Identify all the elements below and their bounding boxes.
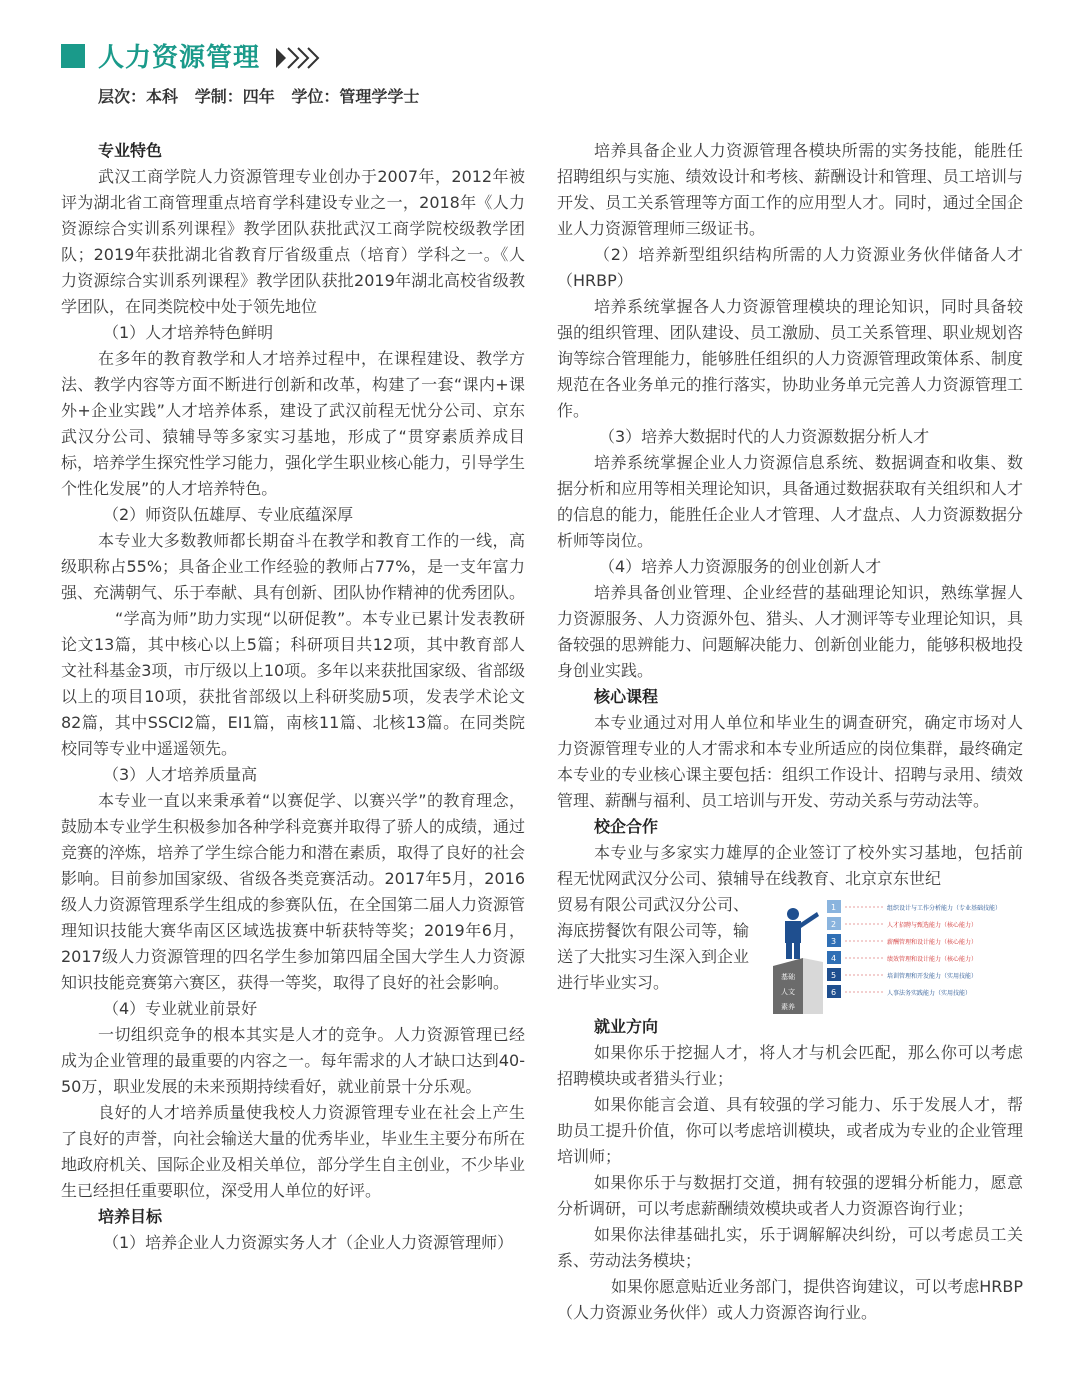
cooperation-text: 贸易有限公司武汉分公司、海底捞餐饮有限公司等，输送了大批实习生深入到企业进行毕业实习。 bbox=[557, 895, 750, 992]
paragraph: 如果你乐于挖掘人才，将人才与机会匹配，那么你可以考虑招聘模块或者猎头行业； bbox=[557, 1043, 1023, 1088]
program-meta: 层次：本科 学制：四年 学位：管理学学士 bbox=[98, 87, 420, 106]
pedestal-side bbox=[803, 958, 823, 1014]
right-column-top bbox=[557, 138, 1023, 892]
paragraph: 如果你能言会道、具有较强的学习能力、乐于发展人才，帮助员工提升价值，你可以考虑培训模块，或者成为专业的企业管理培训师； bbox=[557, 1095, 1023, 1166]
person-silhouette-icon bbox=[785, 908, 819, 959]
subsection-heading: （4）专业就业前景好 bbox=[103, 999, 258, 1018]
paragraph: “学高为师”助力实现“以研促教”。本专业已累计发表教研论文13篇，其中核心以上5篇；科研项目共12项，其中教育部人文社科基金3项，市厅级以上10项。多年以来获批国家级、省部级以上的项目10项，获批省部级以上科研奖励5项，发表学术论文82篇，其中SSCI2篇，EI1篇，南核11篇、北核13篇。在同类院校同等专业中遥遥领先。 bbox=[61, 609, 525, 758]
step-number: 2 bbox=[831, 920, 837, 929]
step-number: 6 bbox=[831, 988, 837, 997]
step-number: 3 bbox=[831, 937, 837, 946]
paragraph: 良好的人才培养质量使我校人力资源管理专业在社会上产生了良好的声誉，向社会输送大量的优秀毕业，毕业生主要分布所在地政府机关、国际企业及相关单位，部分学生自主创业，不少毕业生已经担任重要职位，深受用人单位的好评。 bbox=[61, 1103, 526, 1200]
subsection-heading: （2）师资队伍雄厚、专业底蕴深厚 bbox=[103, 505, 354, 524]
paragraph: 在多年的教育教学和人才培养过程中，在课程建设、教学方法、教学内容等方面不断进行创新和改革，构建了一套“课内+课外+企业实践”人才培养体系，建设了武汉前程无忧分公司、京东武汉分公司、猿辅导等多家实习基地，形成了“贯穿素质养成目标，培养学生探究性学习能力，强化学生职业核心能力，引导学生个性化发展”的人才培养特色。 bbox=[61, 349, 526, 498]
step-number: 4 bbox=[831, 954, 837, 963]
step-label: 人事法务实践能力（实用技能） bbox=[887, 990, 972, 997]
step-label: 培训管理和开发能力（实用技能） bbox=[887, 973, 978, 980]
paragraph: （2）培养新型组织结构所需的人力资源业务伙伴储备人才（HRBP） bbox=[557, 245, 1023, 290]
paragraph: 如果你法律基础扎实，乐于调解解决纠纷，可以考虑员工关系、劳动法务模块； bbox=[557, 1225, 1023, 1270]
paragraph: 本专业一直以来秉承着“以赛促学、以赛兴学”的教育理念，鼓励本专业学生积极参加各种学科竞赛并取得了骄人的成绩，通过竞赛的淬炼，培养了学生综合能力和潜在素质，取得了良好的社会影响。目前参加国家级、省级各类竞赛活动。2017年5月，2016级人力资源管理系学生组成的参赛队伍，在全国第二届人力资源管理知识技能大赛华南区区域选拔赛中斩获特等奖；2019年6月，2017级人力资源管理的四名学生参加第四届全国大学生人力资源知识技能竞赛第六赛区，获得一等奖，取得了良好的社会影响。 bbox=[61, 791, 526, 992]
paragraph: 如果你乐于与数据打交道，拥有较强的逻辑分析能力，愿意分析调研，可以考虑薪酬绩效模块或者人力资源咨询行业； bbox=[557, 1173, 1023, 1218]
paragraph: 培养系统掌握企业人力资源信息系统、数据调查和收集、数据分析和应用等相关理论知识，具备通过数据获取有关组织和人才的信息的能力，能胜任企业人才管理、人才盘点、人力资源数据分析师等岗位。 bbox=[557, 453, 1023, 550]
base-label-1: 基础 bbox=[781, 973, 795, 981]
paragraph: 本专业大多数教师都长期奋斗在教学和教育工作的一线，高级职称占55%；具备企业工作经验的教师占77%，是一支年富力强、充满朝气、乐于奉献、具有创新、团队协作精神的优秀团队。 bbox=[61, 531, 526, 602]
section-heading: 培养目标 bbox=[98, 1207, 163, 1226]
step-label: 人才招聘与甄选能力（核心能力） bbox=[887, 922, 978, 929]
section-heading: 专业特色 bbox=[98, 141, 163, 160]
capability-staircase-diagram bbox=[765, 896, 1023, 1014]
right-column bbox=[557, 138, 1023, 1326]
subsection-heading: （1）培养企业人力资源实务人才（企业人力资源管理师） bbox=[103, 1233, 514, 1252]
cooperation-block bbox=[557, 892, 1023, 1014]
step-label: 薪酬管理和设计能力（核心能力） bbox=[887, 939, 978, 946]
section-heading: 核心课程 bbox=[594, 687, 659, 706]
subsection-heading: （1）人才培养特色鲜明 bbox=[103, 323, 274, 342]
paragraph: 武汉工商学院人力资源管理专业创办于2007年，2012年被评为湖北省工商管理重点培育学科建设专业之一，2018年《人力资源综合实训系列课程》教学团队获批武汉工商学院校级教学团队；2019年获批湖北省教育厅省级重点（培育）学科之一。《人力资源综合实训系列课程》教学团队获批2019年湖北高校省级教学团队，在同类院校中处于领先地位 bbox=[61, 167, 525, 316]
paragraph: 培养具备企业人力资源管理各模块所需的实务技能，能胜任招聘组织与实施、绩效设计和考核、薪酬设计和管理、员工培训与开发、员工关系管理等方面工作的应用型人才。同时，通过全国企业人力资源管理师三级证书。 bbox=[557, 141, 1023, 238]
left-column bbox=[61, 138, 525, 1256]
step-label: 组织设计与工作分析能力（专业基础技能） bbox=[887, 905, 1002, 912]
paragraph: 如果你愿意贴近业务部门，提供咨询建议，可以考虑HRBP（人力资源业务伙伴）或人力资源咨询行业。 bbox=[557, 1277, 1023, 1322]
base-label-3: 素养 bbox=[781, 1003, 795, 1011]
subsection-heading: （4）培养人力资源服务的创业创新人才 bbox=[599, 557, 882, 576]
paragraph: 一切组织竞争的根本其实是人才的竞争。人力资源管理已经成为企业管理的最重要的内容之一。每年需求的人才缺口达到40-50万，职业发展的未来预期持续看好，就业前景十分乐观。 bbox=[61, 1025, 525, 1096]
step-number: 1 bbox=[831, 903, 837, 912]
base-label-2: 人文 bbox=[781, 988, 795, 996]
title-marker bbox=[61, 44, 85, 68]
paragraph: 本专业通过对用人单位和毕业生的调查研究，确定市场对人力资源管理专业的人才需求和本专业所适应的岗位集群，最终确定本专业的专业核心课主要包括：组织工作设计、招聘与录用、绩效管理、薪酬与福利、员工培训与开发、劳动关系与劳动法等。 bbox=[557, 713, 1023, 810]
subsection-heading: （3）人才培养质量高 bbox=[103, 765, 258, 784]
step-label: 绩效管理和设计能力（核心能力） bbox=[887, 956, 978, 963]
paragraph: 培养系统掌握各人力资源管理模块的理论知识，同时具备较强的组织管理、团队建设、员工激励、员工关系管理、职业规划咨询等综合管理能力，能够胜任组织的人力资源管理政策体系、制度规范在各业务单元的推行落实，协助业务单元完善人力资源管理工作。 bbox=[557, 297, 1023, 420]
right-column-bottom bbox=[557, 1014, 1023, 1326]
section-heading: 校企合作 bbox=[594, 817, 659, 836]
step-number: 5 bbox=[831, 971, 837, 980]
section-heading: 就业方向 bbox=[594, 1017, 659, 1036]
paragraph: 本专业与多家实力雄厚的企业签订了校外实习基地，包括前程无忧网武汉分公司、猿辅导在线教育、北京京东世纪 bbox=[557, 843, 1023, 888]
paragraph: 培养具备创业管理、企业经营的基础理论知识，熟练掌握人力资源服务、人力资源外包、猎头、人才测评等专业理论知识，具备较强的思辨能力、问题解决能力、创新创业能力，能够积极地投身创业实践。 bbox=[557, 583, 1023, 680]
page-title: 人力资源管理 bbox=[98, 43, 261, 73]
subsection-heading: （3）培养大数据时代的人力资源数据分析人才 bbox=[599, 427, 930, 446]
chevrons-right-icon bbox=[274, 44, 322, 72]
steps-group bbox=[827, 900, 1001, 998]
